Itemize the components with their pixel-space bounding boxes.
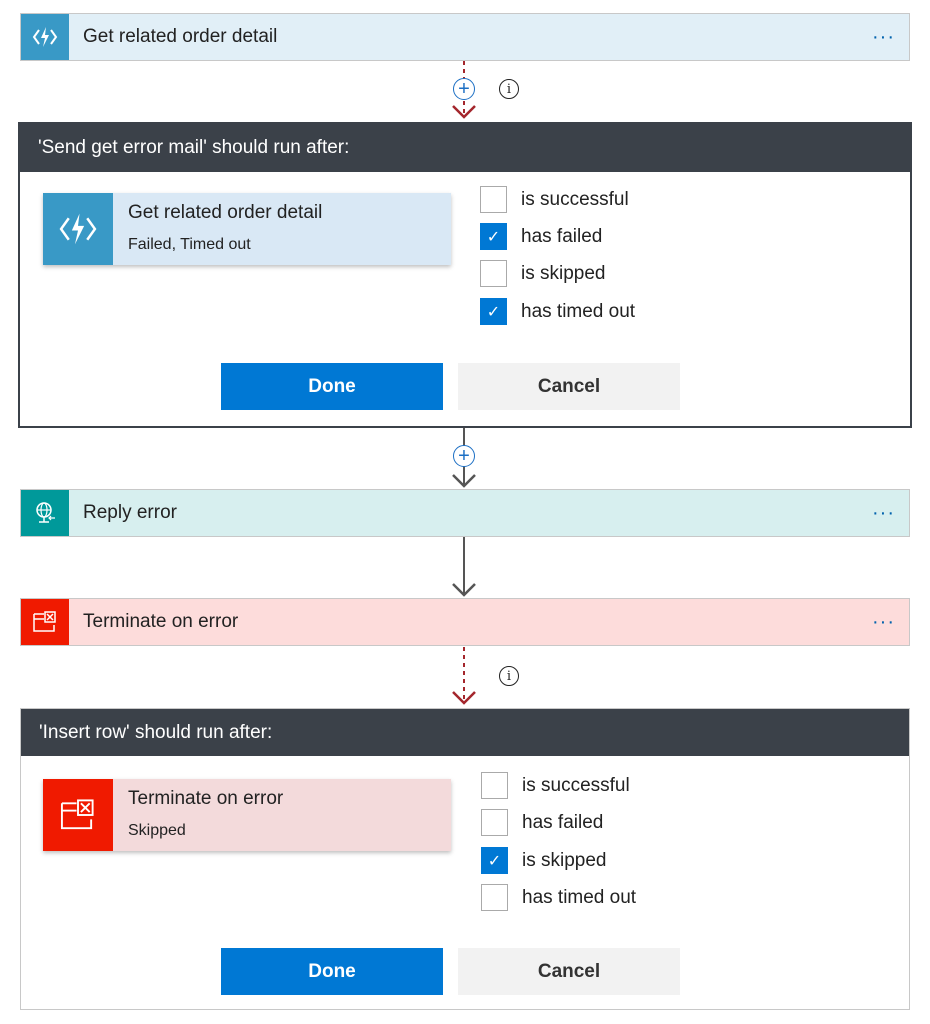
panel-header: 'Insert row' should run after: — [21, 709, 909, 756]
checkbox-has-failed[interactable]: ✓ has failed — [480, 223, 602, 250]
checkbox-is-successful[interactable]: is successful — [481, 772, 630, 799]
step-title: Terminate on error — [83, 611, 239, 632]
panel-header: 'Send get error mail' should run after: — [20, 124, 910, 172]
done-button[interactable]: Done — [221, 363, 443, 410]
check-icon: ✓ — [481, 847, 508, 874]
azure-function-icon — [21, 14, 69, 60]
run-after-panel — [20, 708, 910, 1010]
terminate-icon — [21, 599, 69, 645]
add-step-button[interactable]: + — [453, 78, 475, 100]
checkbox-has-timed-out[interactable]: has timed out — [481, 884, 636, 911]
source-action-card — [43, 779, 451, 851]
step-card-terminate-on-error[interactable] — [20, 598, 910, 646]
step-card-reply-error[interactable] — [20, 489, 910, 537]
source-action-status: Skipped — [128, 822, 186, 839]
info-icon[interactable]: i — [499, 79, 519, 99]
cancel-button[interactable]: Cancel — [458, 948, 680, 995]
check-icon: ✓ — [480, 223, 507, 250]
source-action-card — [43, 193, 451, 265]
done-button[interactable]: Done — [221, 948, 443, 995]
more-options-icon[interactable]: ··· — [872, 610, 895, 633]
source-action-status: Failed, Timed out — [128, 236, 251, 253]
step-card-get-related-order-detail[interactable] — [20, 13, 910, 61]
azure-function-icon — [43, 193, 113, 265]
cancel-button[interactable]: Cancel — [458, 363, 680, 410]
checkbox-is-skipped[interactable]: ✓ is skipped — [481, 847, 607, 874]
check-icon: ✓ — [480, 298, 507, 325]
more-options-icon[interactable]: ··· — [872, 501, 895, 524]
add-step-button[interactable]: + — [453, 445, 475, 467]
checkbox-is-skipped[interactable]: is skipped — [480, 260, 606, 287]
checkbox-has-timed-out[interactable]: ✓ has timed out — [480, 298, 635, 325]
run-after-panel — [18, 122, 912, 428]
step-title: Get related order detail — [83, 26, 278, 47]
info-icon[interactable]: i — [499, 666, 519, 686]
more-options-icon[interactable]: ··· — [872, 25, 895, 48]
source-action-name: Terminate on error — [128, 788, 284, 809]
terminate-icon — [43, 779, 113, 851]
source-action-name: Get related order detail — [128, 202, 323, 223]
checkbox-has-failed[interactable]: has failed — [481, 809, 603, 836]
checkbox-is-successful[interactable]: is successful — [480, 186, 629, 213]
step-title: Reply error — [83, 502, 177, 523]
globe-response-icon — [21, 490, 69, 536]
